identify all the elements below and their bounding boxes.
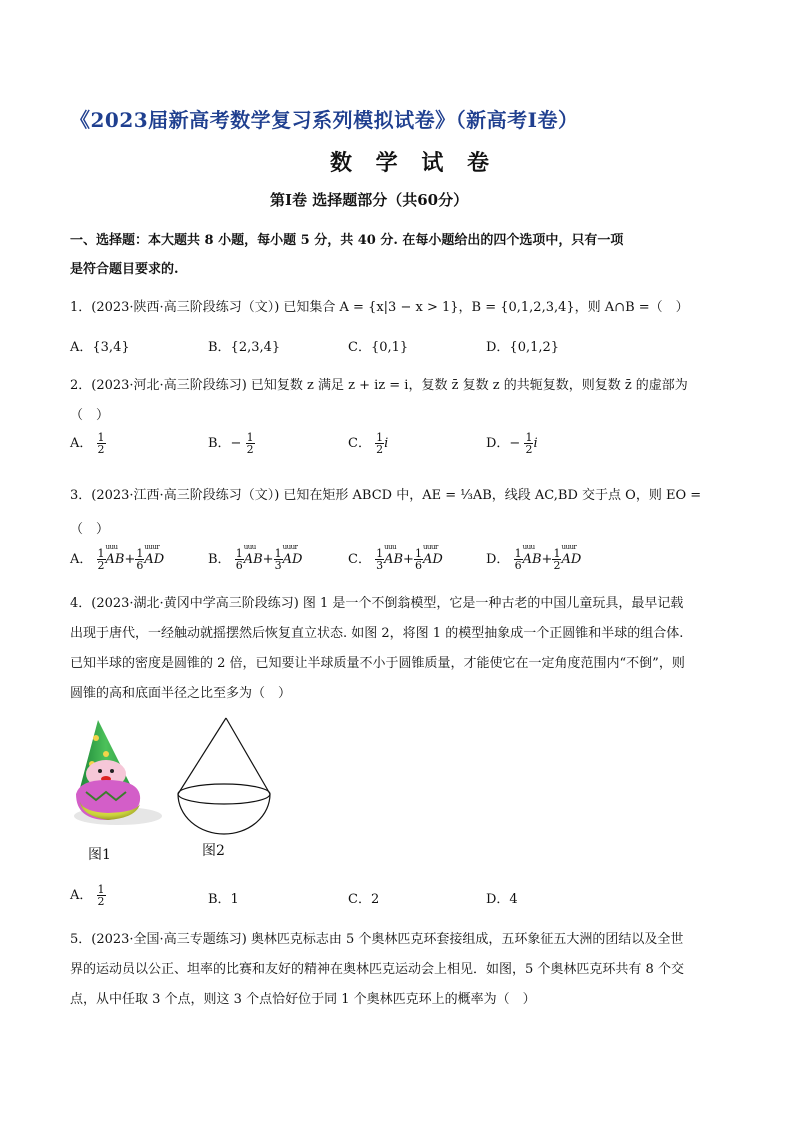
cone-hemisphere-diagram <box>172 716 272 836</box>
question-2-stem: 2．(2023·河北·高三阶段练习) 已知复数 z 满足 z + iz = i，复数 z̄ 复数 z 的共轭复数，则复数 z̄ 的虚部为 <box>70 378 688 393</box>
option-label: C． <box>348 436 371 451</box>
question-3-stem: 3．(2023·江西·高三阶段练习（文）) 已知在矩形 ABCD 中，AE = ⅓AB，线段 AC,BD 交于点 O，则 EO = <box>70 488 702 503</box>
fraction-denominator: 2 <box>376 443 384 456</box>
question-4-option-c: C．2 <box>348 892 380 907</box>
fraction-denominator: 6 <box>136 559 144 572</box>
instructions-line-1: 一、选择题：本大题共 8 小题，每小题 5 分，共 40 分. 在每小题给出的四个选项中，只有一项 <box>70 233 624 248</box>
vector-ad: uuur AD <box>561 552 581 567</box>
fraction-denominator: 6 <box>514 559 522 572</box>
vector-ab: uuu AB <box>523 552 542 567</box>
vector-ad: uuur AD <box>423 552 443 567</box>
question-3-option-a: A． $\frac{1}{2}$ uuu AB+ $\frac{1}{6}$ uuur AD <box>70 548 164 571</box>
question-4-line-1: 4．(2023·湖北·黄冈中学高三阶段练习) 图 1 是一个不倒翁模型，它是一种古老的中国儿童玩具，最早记载 <box>70 596 684 611</box>
question-1-option-c: C．{0,1} <box>348 340 409 355</box>
vector-ad: uuur AD <box>144 552 164 567</box>
vector-ab: uuu AB <box>106 552 125 567</box>
option-label: C． <box>348 552 371 567</box>
fraction <box>375 432 384 455</box>
fraction-numerator: 1 <box>553 547 561 560</box>
vector-ad: uuur AD <box>283 552 303 567</box>
option-label: D． <box>486 552 510 567</box>
fraction-denominator: 3 <box>376 559 384 572</box>
question-3-option-b: B． $\frac{1}{6}$ uuu AB+ $\frac{1}{3}$ uuur AD <box>208 548 302 571</box>
question-1-option-d: D．{0,1,2} <box>486 340 560 355</box>
imaginary-unit: i <box>533 436 538 451</box>
option-label: A． <box>70 552 93 567</box>
question-1-option-b: B．{2,3,4} <box>208 340 281 355</box>
fraction-denominator: 2 <box>97 895 105 908</box>
option-label: A． <box>70 436 93 451</box>
fraction-denominator: 6 <box>414 559 422 572</box>
fraction-numerator: 1 <box>274 547 282 560</box>
question-5-line-1: 5．(2023·全国·高三专题练习) 奥林匹克标志由 5 个奥林匹克环套接组成，五环象征五大洲的团结以及全世 <box>70 932 684 947</box>
question-1-stem: 1．(2023·陕西·高三阶段练习（文）) 已知集合 A = {x|3 − x > 1}，B = {0,1,2,3,4}，则 A∩B =（ ） <box>70 300 689 315</box>
question-3-option-d: D． $\frac{1}{6}$ uuu AB+ $\frac{1}{2}$ uuur AD <box>486 548 581 571</box>
question-3-paren: （ ） <box>70 522 110 537</box>
fraction-numerator: 1 <box>414 547 422 560</box>
tumbler-toy-photo <box>66 716 166 828</box>
fraction <box>375 548 384 571</box>
option-label: B．− <box>208 436 242 451</box>
option-label: B． <box>208 552 231 567</box>
fraction-denominator: 2 <box>525 443 533 456</box>
fraction <box>246 432 255 455</box>
fraction-denominator: 2 <box>553 559 561 572</box>
option-label: A． <box>70 888 93 903</box>
fraction-numerator: 1 <box>376 547 384 560</box>
fraction-numerator: 1 <box>235 547 243 560</box>
question-4-line-4: 圆锥的高和底面半径之比至多为（ ） <box>70 686 292 701</box>
vector-ab: uuu AB <box>384 552 403 567</box>
fraction-numerator: 1 <box>525 431 533 444</box>
question-2-option-c <box>348 432 388 455</box>
fraction-denominator: 6 <box>235 559 243 572</box>
instructions-line-2: 是符合题目要求的. <box>70 262 179 277</box>
question-1-option-a: A．{3,4} <box>70 340 130 355</box>
imaginary-unit: i <box>384 436 389 451</box>
figure-2-caption: 图2 <box>202 843 225 859</box>
question-4-line-3: 已知半球的密度是圆锥的 2 倍，已知要让半球质量不小于圆锥质量，才能使它在一定角度范围内“不倒”，则 <box>70 656 685 671</box>
section-heading: 第Ⅰ卷 选择题部分（共60分） <box>270 191 469 209</box>
fraction <box>235 548 244 571</box>
question-4-option-d: D．4 <box>486 892 518 907</box>
fraction-denominator: 2 <box>246 443 254 456</box>
question-3-option-c: C． $\frac{1}{3}$ uuu AB+ $\frac{1}{6}$ uuur AD <box>348 548 443 571</box>
fraction-numerator: 1 <box>136 547 144 560</box>
fraction <box>97 432 106 455</box>
figure-1-caption: 图1 <box>88 847 111 863</box>
question-2-paren: （ ） <box>70 408 110 423</box>
fraction-denominator: 2 <box>97 443 105 456</box>
question-4-line-2: 出现于唐代，一经触动就摇摆然后恢复直立状态. 如图 2，将图 1 的模型抽象成一个正圆锥和半球的组合体. <box>70 626 684 641</box>
fraction-denominator: 2 <box>97 559 105 572</box>
fraction-numerator: 1 <box>97 431 105 444</box>
question-4-option-b: B．1 <box>208 892 239 907</box>
fraction <box>514 548 523 571</box>
fraction-numerator: 1 <box>514 547 522 560</box>
fraction-numerator: 1 <box>97 883 105 896</box>
question-4-option-a <box>70 884 106 907</box>
question-2-option-d <box>486 432 538 455</box>
fraction-denominator: 3 <box>274 559 282 572</box>
option-label: D．− <box>486 436 521 451</box>
exam-series-title: 《2023届新高考数学复习系列模拟试卷》（新高考Ⅰ卷） <box>70 108 579 132</box>
question-2-option-b <box>208 432 255 455</box>
question-5-line-3: 点，从中任取 3 个点，则这 3 个点恰好位于同 1 个奥林匹克环上的概率为（ ） <box>70 992 536 1007</box>
fraction-numerator: 1 <box>97 547 105 560</box>
exam-subject-title: 数 学 试 卷 <box>330 150 497 176</box>
fraction <box>414 548 423 571</box>
fraction-numerator: 1 <box>246 431 254 444</box>
fraction <box>97 884 106 907</box>
fraction <box>274 548 283 571</box>
fraction <box>97 548 106 571</box>
question-2-option-a <box>70 432 106 455</box>
vector-ab: uuu AB <box>244 552 263 567</box>
fraction-numerator: 1 <box>376 431 384 444</box>
question-5-line-2: 界的运动员以公正、坦率的比赛和友好的精神在奥林匹克运动会上相见．如图，5 个奥林匹克环共有 8 个交 <box>70 962 684 977</box>
